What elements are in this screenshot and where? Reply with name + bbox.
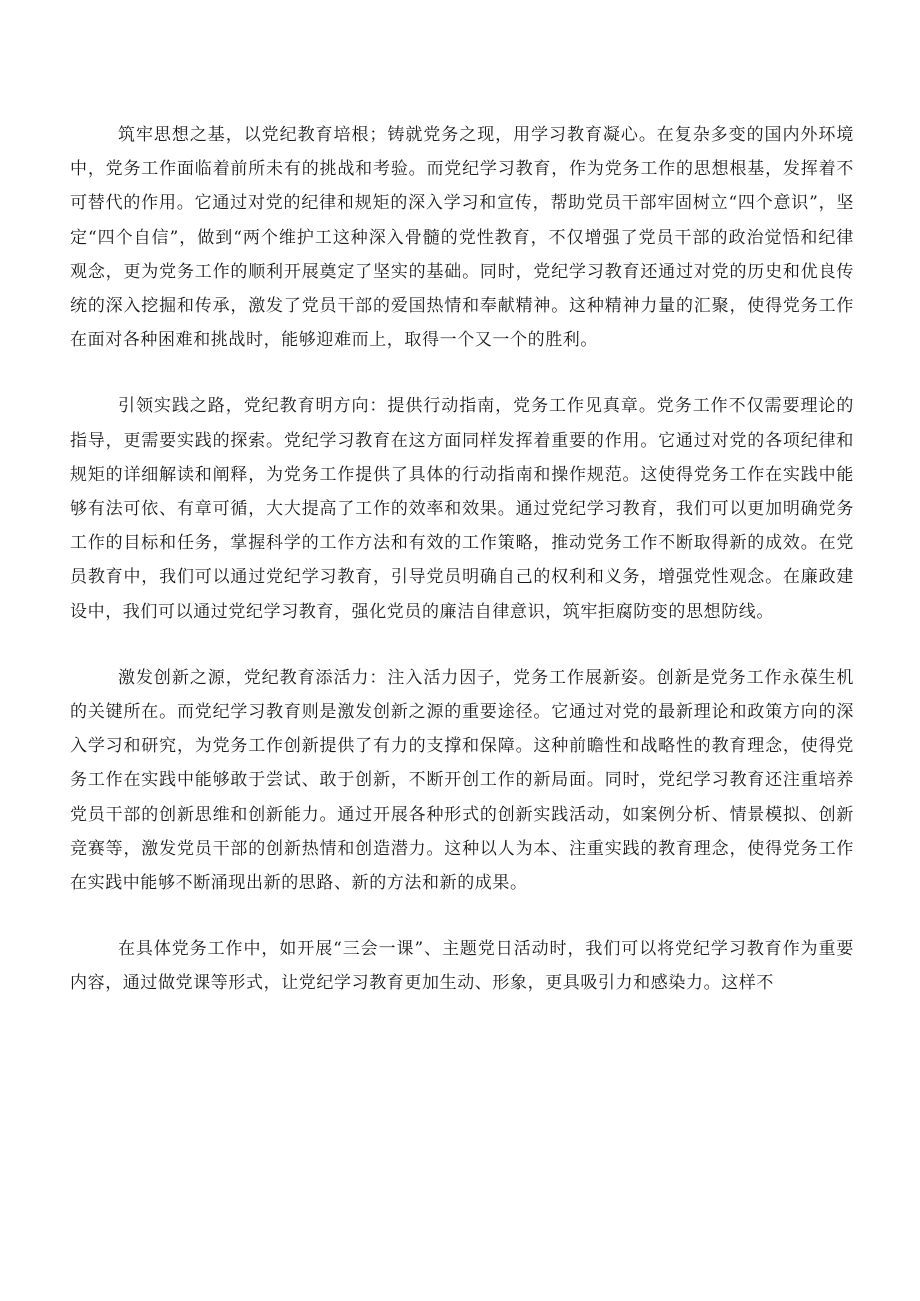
- paragraph-2: 引领实践之路，党纪教育明方向：提供行动指南，党务工作见真章。党务工作不仅需要理论的指导，更需要实践的探索。党纪学习教育在这方面同样发挥着重要的作用。它通过对党的各项纪律和规矩的详细解读和阐释，为党务工作提供了具体的行动指南和操作规范。这使得党务工作在实践中能够有法可依、有章可循，大大提高了工作的效率和效果。通过党纪学习教育，我们可以更加明确党务工作的目标和任务，掌握科学的工作方法和有效的工作策略，推动党务工作不断取得新的成效。在党员教育中，我们可以通过党纪学习教育，引导党员明确自己的权利和义务，增强党性观念。在廉政建设中，我们可以通过党纪学习教育，强化党员的廉洁自律意识，筑牢拒腐防变的思想防线。: [70, 396, 854, 622]
- document-body: [70, 118, 854, 1001]
- paragraph-3: 激发创新之源，党纪教育添活力：注入活力因子，党务工作展新姿。创新是党务工作永葆生机的关键所在。而党纪学习教育则是激发创新之源的重要途径。它通过对党的最新理论和政策方向的深入学习和研究，为党务工作创新提供了有力的支撑和保障。这种前瞻性和战略性的教育理念，使得党务工作在实践中能够敢于尝试、敢于创新，不断开创工作的新局面。同时，党纪学习教育还注重培养党员干部的创新思维和创新能力。通过开展各种形式的创新实践活动，如案例分析、情景模拟、创新竞赛等，激发党员干部的创新热情和创造潜力。这种以人为本、注重实践的教育理念，使得党务工作在实践中能够不断涌现出新的思路、新的方法和新的成果。: [70, 667, 854, 894]
- paragraph-1: 筑牢思想之基，以党纪教育培根；铸就党务之现，用学习教育凝心。在复杂多变的国内外环境中，党务工作面临着前所未有的挑战和考验。而党纪学习教育，作为党务工作的思想根基，发挥着不可替代的作用。它通过对党的纪律和规矩的深入学习和宣传，帮助党员干部牢固树立“四个意识”，坚定“四个自信”，做到“两个维护工这种深入骨髓的党性教育，不仅增强了党员干部的政治觉悟和纪律观念，更为党务工作的顺利开展奠定了坚实的基础。同时，党纪学习教育还通过对党的历史和优良传统的深入挖掘和传承，激发了党员干部的爱国热情和奉献精神。这种精神力量的汇聚，使得党务工作在面对各种困难和挑战时，能够迎难而上，取得一个又一个的胜利。: [70, 125, 854, 351]
- paragraph-4: 在具体党务工作中，如开展“三会一课”、主题党日活动时，我们可以将党纪学习教育作为重要内容，通过做党课等形式，让党纪学习教育更加生动、形象，更具吸引力和感染力。这样不: [70, 939, 854, 994]
